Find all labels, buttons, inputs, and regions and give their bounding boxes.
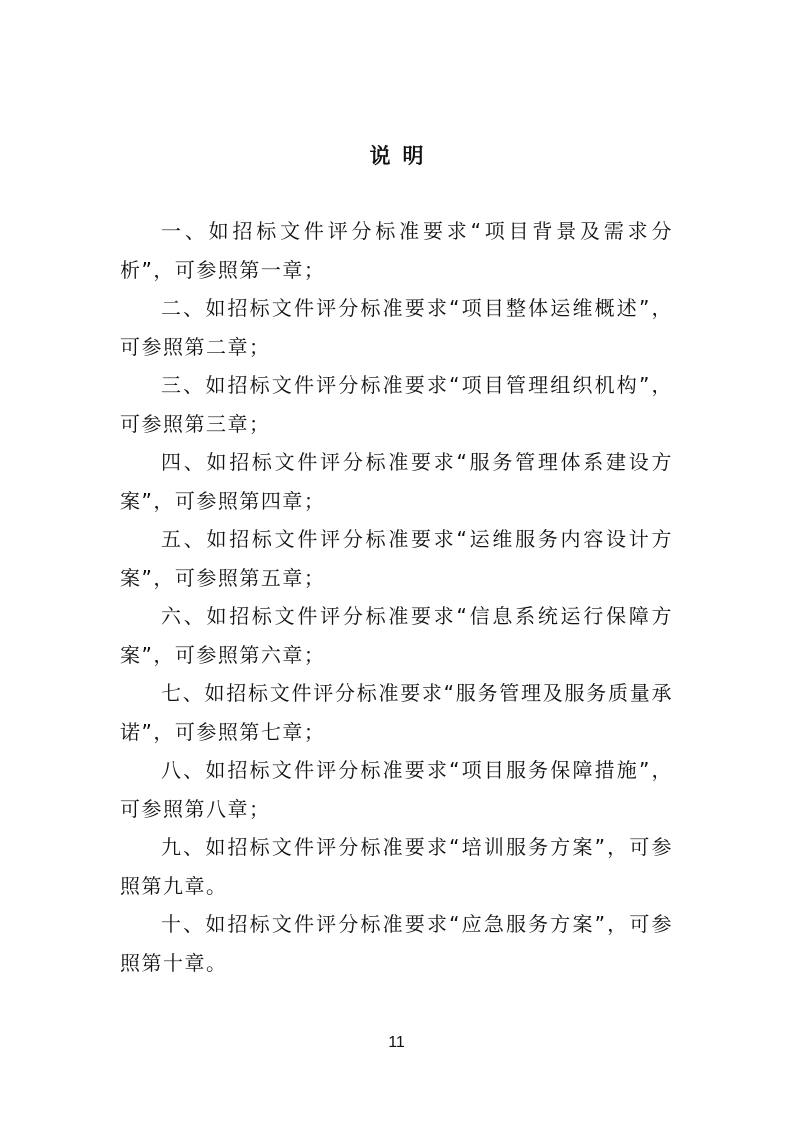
paragraph-8: 八、如招标文件评分标准要求“项目服务保障措施”，可参照第八章； (120, 758, 673, 821)
paragraph-4: 四、如招标文件评分标准要求“服务管理体系建设方案”，可参照第四章； (120, 450, 673, 513)
paragraph-5: 五、如招标文件评分标准要求“运维服务内容设计方案”，可参照第五章； (120, 527, 673, 590)
paragraph-3: 三、如招标文件评分标准要求“项目管理组织机构”，可参照第三章； (120, 373, 673, 436)
paragraph-2: 二、如招标文件评分标准要求“项目整体运维概述”，可参照第二章； (120, 296, 673, 359)
document-body (120, 212, 673, 982)
paragraph-9: 九、如招标文件评分标准要求“培训服务方案”，可参照第九章。 (120, 835, 673, 898)
page-number: 11 (388, 1034, 405, 1051)
paragraph-7: 七、如招标文件评分标准要求“服务管理及服务质量承诺”，可参照第七章； (120, 681, 673, 744)
paragraph-10: 十、如招标文件评分标准要求“应急服务方案”，可参照第十章。 (120, 912, 673, 975)
paragraph-1: 一、如招标文件评分标准要求“项目背景及需求分析”，可参照第一章； (120, 219, 673, 282)
page-title: 说明 (369, 144, 436, 168)
paragraph-6: 六、如招标文件评分标准要求“信息系统运行保障方案”，可参照第六章； (120, 604, 673, 667)
